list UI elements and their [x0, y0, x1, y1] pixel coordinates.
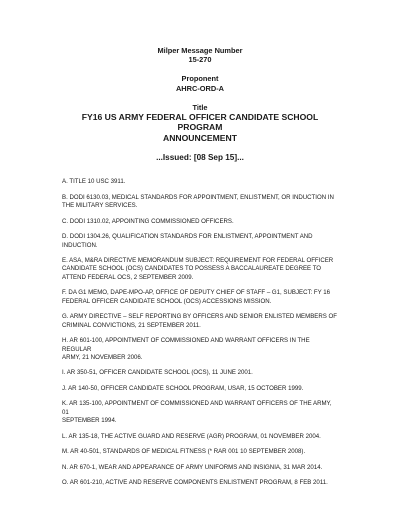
title-line-2: ANNOUNCEMENT [163, 132, 237, 143]
reference-item: N. AR 670-1, WEAR AND APPEARANCE OF ARMY UNIFORMS AND INSIGNIA, 31 MAR 2014. [62, 463, 323, 471]
reference-item: O. AR 601-210, ACTIVE AND RESERVE COMPONENTS ENLISTMENT PROGRAM, 8 FEB 2011. [62, 479, 328, 487]
reference-item: A. TITLE 10 USC 3911. [62, 178, 126, 186]
reference-item: L. AR 135-18, THE ACTIVE GUARD AND RESERVE (AGR) PROGRAM, 01 NOVEMBER 2004. [62, 432, 321, 440]
references-list [62, 178, 338, 487]
message-number-block [62, 46, 338, 64]
title-line-1: FY16 US ARMY FEDERAL OFFICER CANDIDATE SCHOOL PROGRAM [81, 112, 319, 133]
title-label: Title [192, 102, 208, 112]
reference-item: H. AR 601-100, APPOINTMENT OF COMMISSIONED AND WARRANT OFFICERS IN THE REGULAR ARMY, 21 NOVEMBER 2006. [62, 337, 310, 361]
reference-item: I. AR 350-51, OFFICER CANDIDATE SCHOOL (OCS), 11 JUNE 2001. [62, 369, 253, 377]
message-number-value: 15-270 [188, 55, 212, 65]
message-header [62, 46, 338, 163]
issued-date: ...Issued: [08 Sep 15]... [156, 153, 244, 163]
reference-item: J. AR 140-50, OFFICER CANDIDATE SCHOOL PROGRAM, USAR, 15 OCTOBER 1999. [62, 384, 304, 392]
reference-item: C. DODI 1310.02, APPOINTING COMMISSIONED OFFICERS. [62, 217, 234, 225]
message-number-label: Milper Message Number [157, 46, 243, 55]
proponent-label: Proponent [181, 74, 219, 84]
reference-item: E. ASA, M&RA DIRECTIVE MEMORANDUM SUBJECT: REQUIREMENT FOR FEDERAL OFFICER CANDIDATE SCHOOL (OCS) CANDIDATES TO POSSESS A BACCALAUREATE DEGREE TO ATTEND FEDERAL OCS, 2 SEPTEMBER 2009. [62, 257, 334, 281]
proponent-value: AHRC-ORD-A [175, 83, 225, 93]
reference-item: G. ARMY DIRECTIVE – SELF REPORTING BY OFFICERS AND SENIOR ENLISTED MEMBERS OF CRIMINAL CONVICTIONS, 21 SEPTEMBER 2011. [62, 313, 337, 329]
reference-item: M. AR 40-501, STANDARDS OF MEDICAL FITNESS (* RAR 001 10 SEPTEMBER 2008). [62, 448, 306, 456]
title-block [62, 103, 338, 163]
reference-item: K. AR 135-100, APPOINTMENT OF COMMISSIONED AND WARRANT OFFICERS OF THE ARMY, 01 SEPTEMBER 1994. [62, 400, 332, 425]
proponent-block [62, 74, 338, 92]
reference-item: D. DODI 1304.26, QUALIFICATION STANDARDS FOR ENLISTMENT, APPOINTMENT AND INDUCTION. [62, 233, 313, 249]
reference-item: B. DODI 6130.03, MEDICAL STANDARDS FOR APPOINTMENT, ENLISTMENT, OR INDUCTION IN THE MILITARY SERVICES. [62, 193, 334, 210]
reference-item: F. DA G1 MEMO, DAPE-MPO-AP, OFFICE OF DEPUTY CHIEF OF STAFF – G1, SUBJECT: FY 16 FEDERAL OFFICER CANDIDATE SCHOOL (OCS) ACCESSIONS MISSION. [62, 289, 331, 305]
